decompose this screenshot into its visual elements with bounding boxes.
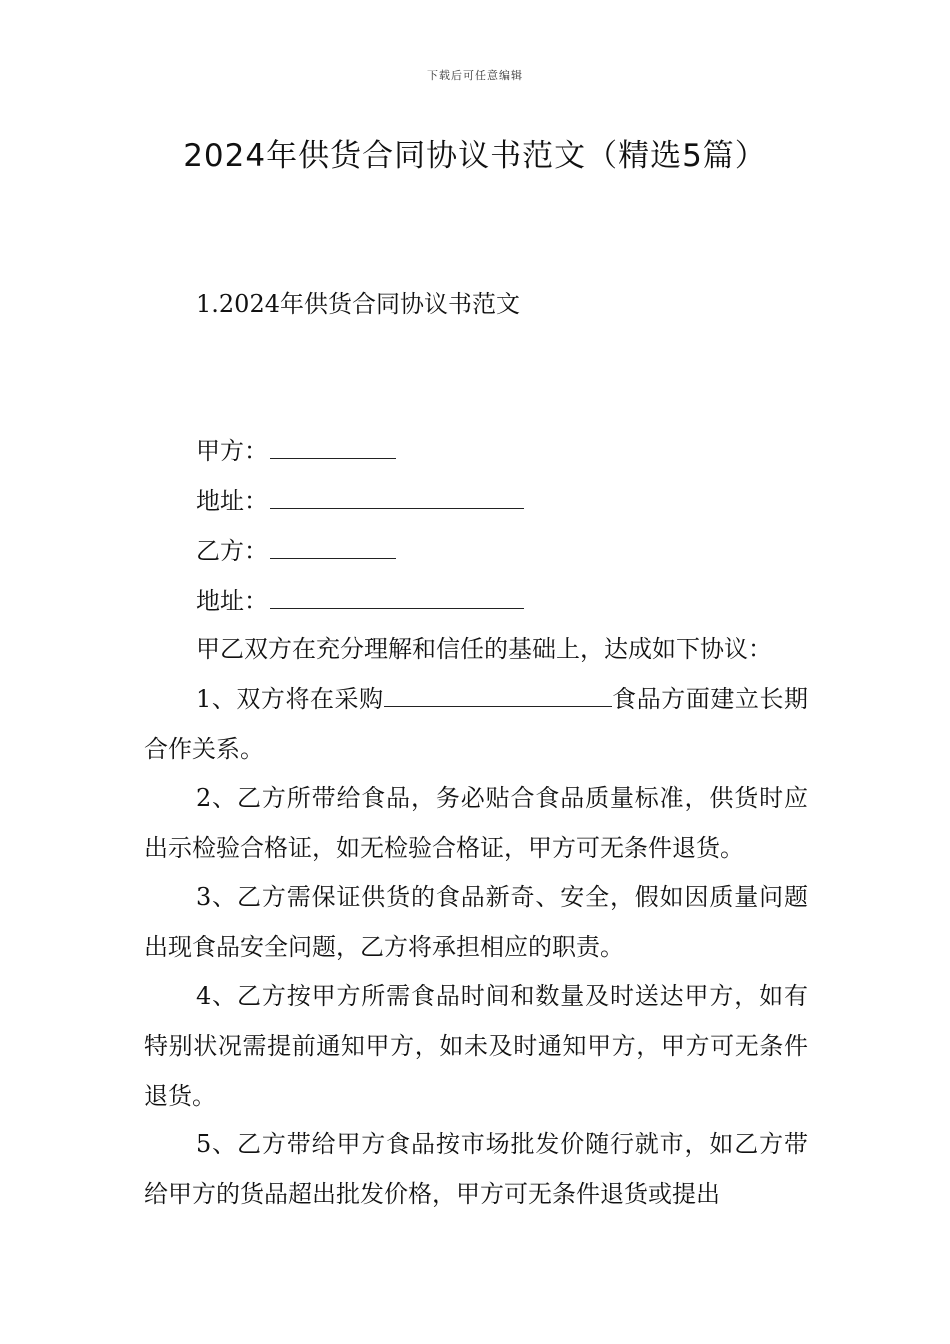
document-title: 2024年供货合同协议书范文（精选5篇） — [183, 138, 767, 174]
clause-5: 5、乙方带给甲方食品按市场批发价随行就市，如乙方带给甲方的货品超出批发价格，甲方可无条件退货或提出 — [144, 1130, 808, 1208]
clause-1 — [144, 674, 808, 774]
party-b-field — [196, 535, 396, 567]
clause-3: 3、乙方需保证供货的食品新奇、安全，假如因质量问题出现食品安全问题，乙方将承担相应的职责。 — [144, 883, 808, 961]
party-b-address-blank — [270, 586, 524, 609]
section-heading: 1.2024年供货合同协议书范文 — [196, 290, 520, 318]
intro-paragraph: 甲乙双方在充分理解和信任的基础上，达成如下协议： — [196, 635, 772, 663]
clause-1-after: 食品方面建立长期合作关系。 — [144, 685, 808, 763]
party-a-address-blank — [270, 486, 524, 509]
party-b-address-label: 地址： — [196, 587, 268, 615]
party-b-address-field — [196, 585, 524, 617]
clause-1-blank — [384, 684, 612, 707]
party-a-address-label: 地址： — [196, 487, 268, 515]
party-a-field — [196, 435, 396, 467]
party-a-address-field — [196, 485, 524, 517]
party-b-blank — [270, 536, 396, 559]
party-a-label: 甲方： — [196, 437, 268, 465]
header-note: 下载后可任意编辑 — [427, 69, 523, 82]
clause-2: 2、乙方所带给食品，务必贴合食品质量标准，供货时应出示检验合格证，如无检验合格证，甲方可无条件退货。 — [144, 784, 808, 862]
clause-1-before: 1、双方将在采购 — [196, 685, 384, 713]
clause-4: 4、乙方按甲方所需食品时间和数量及时送达甲方，如有特别状况需提前通知甲方，如未及时通知甲方，甲方可无条件退货。 — [144, 982, 808, 1110]
party-a-blank — [270, 436, 396, 459]
party-b-label: 乙方： — [196, 537, 268, 565]
